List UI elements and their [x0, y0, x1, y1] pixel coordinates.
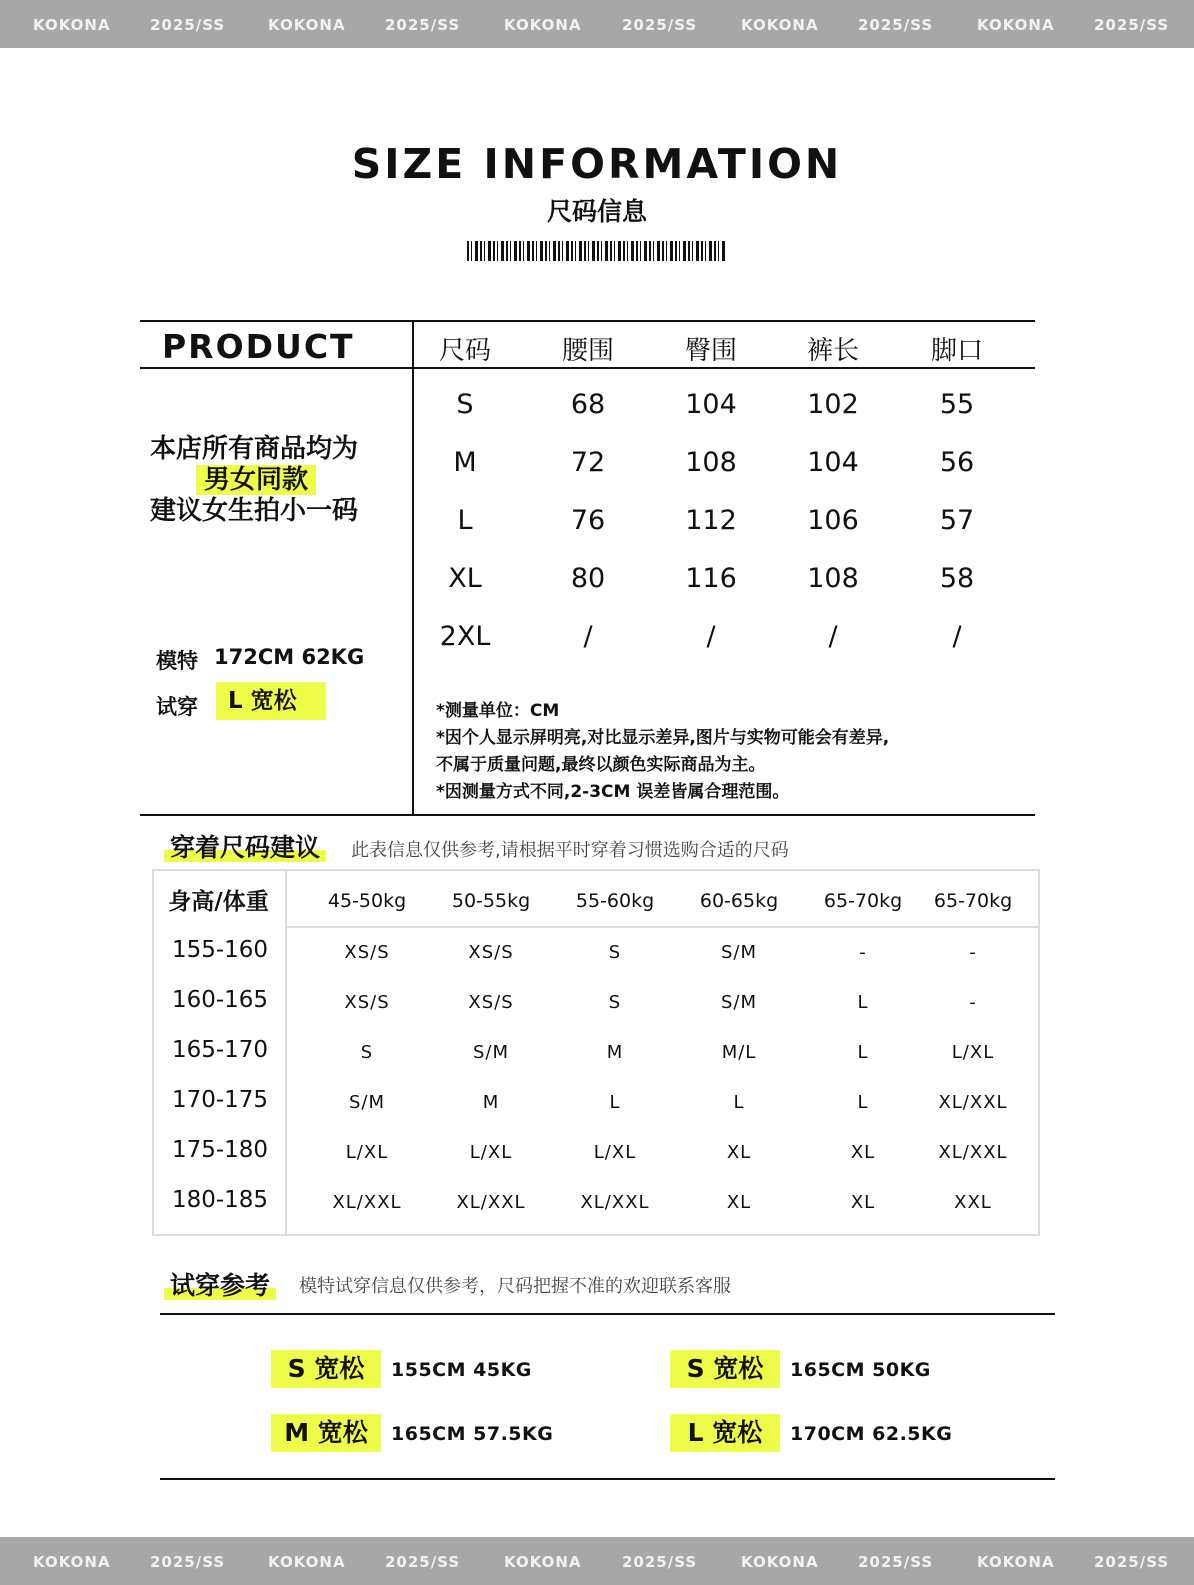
- table-cell: XL: [448, 563, 482, 594]
- note-line: *因测量方式不同,2-3CM 误差皆属合理范围。: [436, 782, 790, 802]
- table-cell: /: [952, 621, 962, 652]
- reference-top-rule: [160, 1313, 1055, 1315]
- note-line: *测量单位：CM: [436, 701, 560, 721]
- rec-cell: XL/XXL: [456, 1192, 526, 1213]
- banner-item: 2025/SS: [858, 1553, 934, 1571]
- store-note-line: 建议女生拍小一码: [150, 496, 359, 526]
- banner-item: 2025/SS: [150, 1553, 226, 1571]
- rec-divider: [285, 869, 287, 1236]
- barcode-icon: [467, 241, 727, 261]
- tryon-label: 试穿: [156, 695, 198, 719]
- height-label: 170-175: [171, 1087, 269, 1113]
- rec-cell: XS/S: [344, 942, 390, 963]
- weight-header: 65-70kg: [823, 890, 903, 912]
- table-cell: 112: [685, 505, 737, 536]
- rec-corner-label: 身高/体重: [168, 889, 269, 915]
- banner-item: KOKONA: [741, 1553, 819, 1571]
- rec-cell: S/M: [348, 1092, 386, 1113]
- banner-item: KOKONA: [268, 16, 346, 34]
- weight-header: 65-70kg: [933, 890, 1013, 912]
- height-label: 175-180: [171, 1137, 269, 1163]
- rec-cell: L/XL: [593, 1142, 637, 1163]
- rec-cell: M: [482, 1092, 500, 1113]
- reference-bottom-rule: [160, 1478, 1055, 1480]
- table-cell: 108: [807, 563, 859, 594]
- table-top-rule: [140, 320, 1035, 322]
- table-cell: /: [583, 621, 593, 652]
- rec-cell: XS/S: [468, 942, 514, 963]
- table-cell: 2XL: [439, 621, 491, 652]
- reference-info: 155CM 45KG: [391, 1359, 532, 1381]
- banner-item: KOKONA: [33, 16, 111, 34]
- reference-tag: L 宽松: [670, 1414, 780, 1452]
- recommendation-title: [170, 828, 320, 864]
- note-line: 不属于质量问题,最终以颜色实际商品为主。: [436, 755, 766, 775]
- column-header: 臀围: [684, 336, 737, 366]
- rec-cell: XL/XXL: [332, 1192, 402, 1213]
- highlight-text: 男女同款: [196, 465, 316, 495]
- recommendation-note: 此表信息仅供参考,请根据平时穿着习惯选购合适的尺码: [351, 840, 789, 861]
- rec-cell: L: [857, 1092, 869, 1113]
- measurement-notes: [436, 698, 889, 806]
- column-header: 腰围: [561, 336, 614, 366]
- table-cell: 104: [807, 447, 859, 478]
- model-stats: 172CM 62KG: [214, 645, 365, 669]
- rec-cell: XS/S: [468, 992, 514, 1013]
- banner-item: KOKONA: [977, 1553, 1055, 1571]
- height-label: 160-165: [171, 987, 269, 1013]
- product-label: PRODUCT: [162, 327, 355, 366]
- height-label: 165-170: [171, 1037, 269, 1063]
- table-cell: 58: [939, 563, 975, 594]
- model-label: 模特: [156, 649, 198, 673]
- rec-cell: L: [857, 1042, 869, 1063]
- table-cell: /: [828, 621, 838, 652]
- recommendation-title-text: 穿着尺码建议: [170, 833, 321, 862]
- table-cell: L: [457, 505, 473, 536]
- reference-info: 165CM 50KG: [790, 1359, 931, 1381]
- banner-item: 2025/SS: [1094, 16, 1170, 34]
- rec-cell: XL/XXL: [938, 1142, 1008, 1163]
- rec-cell: L: [733, 1092, 745, 1113]
- rec-cell: S/M: [720, 942, 758, 963]
- table-header-rule: [140, 367, 1035, 369]
- table-cell: 57: [939, 505, 975, 536]
- height-label: 155-160: [171, 937, 269, 963]
- rec-cell: -: [969, 992, 977, 1013]
- banner-item: 2025/SS: [1094, 1553, 1170, 1571]
- column-header: 脚口: [930, 336, 983, 366]
- rec-cell: L: [857, 992, 869, 1013]
- tryon-tag: L 宽松: [216, 682, 326, 720]
- rec-cell: XL/XXL: [580, 1192, 650, 1213]
- reference-title-text: 试穿参考: [170, 1271, 271, 1300]
- rec-cell: S: [608, 942, 622, 963]
- reference-info: 165CM 57.5KG: [391, 1423, 554, 1445]
- banner-item: 2025/SS: [858, 16, 934, 34]
- reference-info: 170CM 62.5KG: [790, 1423, 953, 1445]
- banner-item: 2025/SS: [622, 1553, 698, 1571]
- banner-item: KOKONA: [504, 1553, 582, 1571]
- banner-item: 2025/SS: [150, 16, 226, 34]
- table-cell: 72: [570, 447, 606, 478]
- table-cell: 116: [685, 563, 737, 594]
- weight-header: 45-50kg: [327, 890, 407, 912]
- banner-item: 2025/SS: [385, 16, 461, 34]
- rec-cell: M/L: [721, 1042, 757, 1063]
- table-cell: 76: [570, 505, 606, 536]
- bottom-banner: [0, 1537, 1194, 1585]
- rec-cell: S: [608, 992, 622, 1013]
- banner-item: KOKONA: [504, 16, 582, 34]
- rec-cell: XL: [850, 1192, 876, 1213]
- reference-tag: S 宽松: [271, 1350, 381, 1388]
- table-cell: 80: [570, 563, 606, 594]
- rec-cell: L/XL: [469, 1142, 513, 1163]
- table-cell: 55: [939, 389, 975, 420]
- height-label: 180-185: [171, 1187, 269, 1213]
- table-cell: /: [706, 621, 716, 652]
- rec-cell: -: [859, 942, 867, 963]
- weight-header: 55-60kg: [575, 890, 655, 912]
- table-cell: M: [453, 447, 477, 478]
- table-cell: 108: [685, 447, 737, 478]
- table-cell: S: [456, 389, 474, 420]
- rec-cell: L/XL: [345, 1142, 389, 1163]
- table-cell: 56: [939, 447, 975, 478]
- reference-tag: S 宽松: [670, 1350, 780, 1388]
- rec-cell: M: [606, 1042, 624, 1063]
- reference-tag: M 宽松: [271, 1414, 381, 1452]
- banner-item: 2025/SS: [622, 16, 698, 34]
- table-cell: 106: [807, 505, 859, 536]
- banner-item: 2025/SS: [385, 1553, 461, 1571]
- rec-cell: L: [609, 1092, 621, 1113]
- column-header: 尺码: [438, 336, 491, 366]
- banner-item: KOKONA: [977, 16, 1055, 34]
- rec-cell: L/XL: [951, 1042, 995, 1063]
- weight-header: 50-55kg: [451, 890, 531, 912]
- rec-cell: XS/S: [344, 992, 390, 1013]
- rec-cell: XL: [726, 1192, 752, 1213]
- table-bottom-rule: [140, 814, 1035, 816]
- rec-cell: XL: [850, 1142, 876, 1163]
- banner-item: KOKONA: [33, 1553, 111, 1571]
- weight-header: 60-65kg: [699, 890, 779, 912]
- column-header: 裤长: [806, 336, 859, 366]
- page-subtitle: 尺码信息: [546, 197, 647, 226]
- table-cell: 68: [570, 389, 606, 420]
- rec-cell: XXL: [954, 1192, 992, 1213]
- reference-title: [170, 1266, 270, 1302]
- rec-cell: S/M: [720, 992, 758, 1013]
- rec-cell: -: [969, 942, 977, 963]
- rec-cell: S/M: [472, 1042, 510, 1063]
- store-note-highlight: [196, 465, 316, 496]
- rec-cell: XL/XXL: [938, 1092, 1008, 1113]
- reference-note: 模特试穿信息仅供参考，尺码把握不准的欢迎联系客服: [299, 1276, 731, 1297]
- rec-cell: XL: [726, 1142, 752, 1163]
- table-cell: 104: [685, 389, 737, 420]
- rec-header-rule: [285, 926, 1040, 928]
- banner-item: KOKONA: [268, 1553, 346, 1571]
- note-line: *因个人显示屏明亮,对比显示差异,图片与实物可能会有差异,: [436, 728, 890, 748]
- rec-cell: S: [360, 1042, 374, 1063]
- banner-item: KOKONA: [741, 16, 819, 34]
- top-banner: [0, 0, 1194, 48]
- table-cell: 102: [807, 389, 859, 420]
- store-note-line: 本店所有商品均为: [150, 434, 359, 464]
- page-title: SIZE INFORMATION: [351, 140, 843, 188]
